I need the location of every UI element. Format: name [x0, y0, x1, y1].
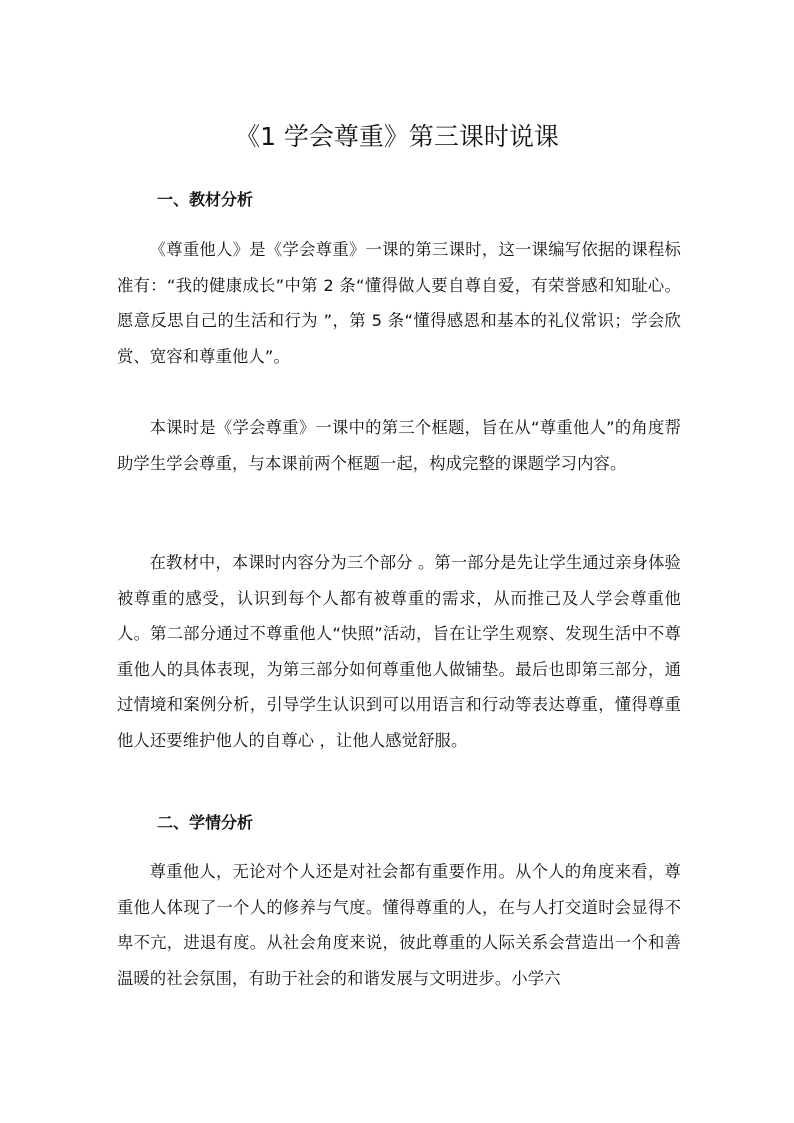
paragraph-curriculum-standard: 《尊重他人》是《学会尊重》一课的第三课时，这一课编写依据的课程标准有：“我的健康成长”中第 2 条“懂得做人要自尊自爱，有荣誉感和知耻心。愿意反思自己的生活和行为 ”，第 5 条“懂得感恩和基本的礼仪常识；学会欣赏、宽容和尊重他人”。 [117, 240, 681, 366]
page-title: 《1 学会尊重》第三课时说课 [235, 122, 559, 151]
section-heading-textbook-analysis: 一、教材分析 [157, 190, 254, 209]
paragraph-lesson-position: 本课时是《学会尊重》一课中的第三个框题，旨在从“尊重他人”的角度帮助学生学会尊重，与本课前两个框题一起，构成完整的课题学习内容。 [117, 418, 681, 473]
paragraph-importance-of-respect: 尊重他人，无论对个人还是对社会都有重要作用。从个人的角度来看，尊重他人体现了一个人的修养与气度。懂得尊重的人，在与人打交道时会显得不卑不亢，进退有度。从社会角度来说，彼此尊重的人际关系会营造出一个和善温暖的社会氛围，有助于社会的和谐发展与文明进步。小学六 [117, 862, 681, 988]
paragraph-lesson-structure: 在教材中，本课时内容分为三个部分 。第一部分是先让学生通过亲身体验被尊重的感受，认识到每个人都有被尊重的需求，从而推己及人学会尊重他人。第二部分通过不尊重他人“快照”活动，旨在让学生观察、发现生活中不尊重他人的具体表现，为第三部分如何尊重他人做铺垫。最后也即第三部分，通过情境和案例分析，引导学生认识到可以用语言和行动等表达尊重，懂得尊重他人还要维护他人的自尊心 ，让他人感觉舒服。 [117, 553, 681, 750]
section-heading-student-analysis: 二、学情分析 [157, 813, 254, 832]
